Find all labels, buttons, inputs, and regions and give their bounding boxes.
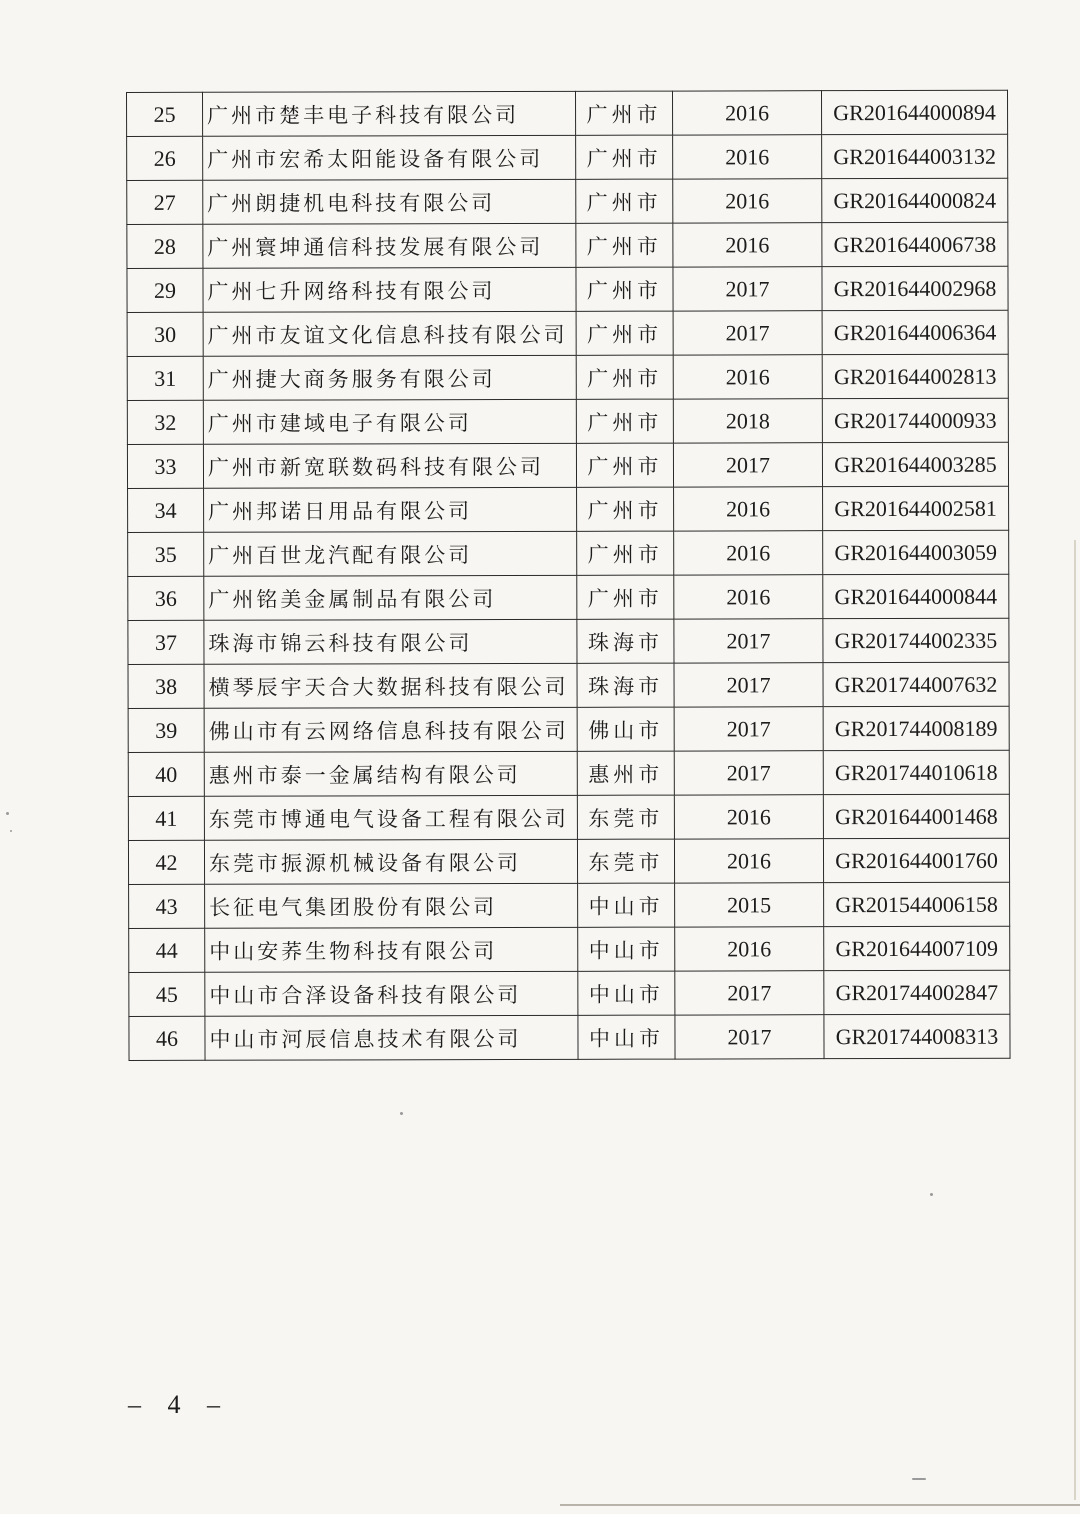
- company-name: 惠州市泰一金属结构有限公司: [208, 762, 521, 788]
- company-name: 广州市新宽联数码科技有限公司: [207, 454, 545, 480]
- city-name: 珠海市: [588, 674, 664, 699]
- certificate-number: GR201644000894: [833, 99, 996, 125]
- table-row: [128, 662, 1009, 708]
- company-name-cell: [203, 267, 576, 312]
- certificate-number: GR201744007632: [834, 671, 998, 697]
- city-name-cell: [576, 267, 673, 311]
- certificate-number-cell: [823, 486, 1009, 530]
- city-name: 广州市: [587, 454, 663, 479]
- row-index: 41: [155, 805, 178, 831]
- table-row: [129, 1014, 1010, 1060]
- row-index: 39: [155, 717, 178, 743]
- table-row: [127, 178, 1008, 224]
- city-name: 中山市: [588, 982, 664, 1007]
- company-name: 广州朗捷机电科技有限公司: [207, 190, 496, 216]
- certificate-number: GR201744008313: [835, 1023, 999, 1049]
- table-row: [127, 354, 1008, 400]
- city-name: 广州市: [587, 322, 663, 347]
- certificate-number: GR201644002968: [833, 275, 997, 301]
- company-name: 珠海市锦云科技有限公司: [208, 630, 473, 656]
- row-index: 35: [154, 541, 177, 567]
- table-row: [127, 442, 1008, 488]
- certificate-number: GR201744002847: [835, 979, 999, 1005]
- certificate-number-cell: [822, 442, 1008, 486]
- certification-year: 2017: [726, 759, 771, 785]
- company-name-cell: [203, 355, 576, 400]
- table-row: [127, 266, 1008, 312]
- certification-year: 2016: [726, 539, 771, 565]
- company-name: 长征电气集团股份有限公司: [209, 894, 498, 920]
- certification-year: 2016: [725, 363, 770, 389]
- certificate-number-cell: [823, 530, 1009, 574]
- city-name-cell: [578, 883, 675, 927]
- certification-year: 2016: [725, 99, 770, 125]
- certificate-number-cell: [821, 90, 1007, 134]
- scan-speck: [400, 1112, 403, 1115]
- company-name: 中山市河辰信息技术有限公司: [209, 1026, 522, 1052]
- certificate-number: GR201644006738: [833, 231, 997, 257]
- certificate-number-cell: [823, 574, 1009, 618]
- certificate-number: GR201644000844: [834, 583, 998, 609]
- company-name: 广州百世龙汽配有限公司: [208, 542, 473, 568]
- city-name-cell: [575, 91, 672, 135]
- row-index-cell: [127, 136, 203, 180]
- row-index-cell: [127, 180, 203, 224]
- table-row: [128, 794, 1009, 840]
- city-name-cell: [577, 707, 674, 751]
- certification-year: 2017: [726, 715, 771, 741]
- certificate-number: GR201644001468: [835, 803, 998, 829]
- city-name: 广州市: [586, 190, 662, 215]
- certificate-number: GR201644001760: [835, 847, 998, 873]
- company-name: 广州寰坤通信科技发展有限公司: [207, 234, 544, 260]
- certification-year-cell: [674, 531, 823, 575]
- certification-year-cell: [673, 267, 822, 311]
- company-name-cell: [204, 663, 577, 708]
- city-name: 广州市: [586, 234, 662, 259]
- company-name: 广州市友谊文化信息科技有限公司: [207, 322, 568, 348]
- certification-year-cell: [673, 135, 822, 179]
- table-row: [127, 90, 1008, 136]
- certification-year-cell: [674, 707, 823, 751]
- certificate-number: GR201744000933: [834, 407, 997, 433]
- city-name-cell: [577, 751, 674, 795]
- city-name: 广州市: [587, 366, 663, 391]
- certification-year-cell: [674, 663, 823, 707]
- certificate-number-cell: [823, 750, 1009, 794]
- city-name: 中山市: [588, 1026, 665, 1051]
- certification-year-cell: [673, 355, 822, 399]
- certificate-number-cell: [824, 970, 1010, 1014]
- row-index-cell: [128, 488, 204, 532]
- certification-year-cell: [673, 443, 822, 487]
- row-index: 42: [155, 849, 178, 875]
- certificate-number-cell: [822, 398, 1008, 442]
- table-row: [127, 310, 1008, 356]
- row-index-cell: [128, 576, 204, 620]
- certificate-number: GR201644003285: [834, 451, 997, 477]
- row-index: 25: [153, 101, 176, 127]
- row-index: 34: [154, 497, 177, 523]
- company-name: 广州市建域电子有限公司: [207, 410, 472, 436]
- company-name: 佛山市有云网络信息科技有限公司: [208, 718, 569, 744]
- row-index: 38: [155, 673, 178, 699]
- certification-year: 2016: [727, 935, 772, 961]
- certification-year: 2016: [726, 847, 772, 873]
- certification-year: 2016: [726, 803, 771, 829]
- city-name-cell: [577, 531, 674, 575]
- certificate-number-cell: [822, 310, 1008, 354]
- certificate-number-cell: [824, 1014, 1010, 1058]
- certificate-number-cell: [822, 266, 1008, 310]
- company-name-cell: [204, 619, 577, 664]
- table-row: [128, 530, 1009, 576]
- certification-year-cell: [675, 1015, 824, 1059]
- company-name-cell: [205, 1015, 578, 1060]
- certification-year-cell: [673, 311, 822, 355]
- row-index-cell: [129, 972, 205, 1016]
- city-name-cell: [576, 443, 673, 487]
- row-index: 37: [154, 629, 177, 655]
- certificate-number-cell: [823, 838, 1009, 882]
- table-row: [128, 486, 1009, 532]
- row-index: 30: [154, 321, 177, 347]
- row-index-cell: [129, 1016, 205, 1060]
- row-index-cell: [127, 356, 203, 400]
- company-name-cell: [203, 399, 576, 444]
- certification-year: 2018: [725, 407, 770, 433]
- certificate-number-cell: [822, 354, 1008, 398]
- company-name-cell: [203, 223, 576, 268]
- city-name-cell: [576, 311, 673, 355]
- city-name-cell: [576, 223, 673, 267]
- company-name-cell: [205, 883, 578, 928]
- city-name: 广州市: [587, 586, 663, 611]
- row-index-cell: [127, 444, 203, 488]
- company-name: 中山市合泽设备科技有限公司: [209, 982, 522, 1008]
- city-name-cell: [576, 399, 673, 443]
- row-index-cell: [129, 884, 205, 928]
- certification-year: 2016: [726, 495, 771, 521]
- certification-year-cell: [675, 927, 824, 971]
- certificate-number-cell: [824, 926, 1010, 970]
- city-name: 广州市: [587, 498, 663, 523]
- certificate-number: GR201644003059: [834, 539, 998, 565]
- scan-edge-bottom: [560, 1504, 1080, 1506]
- certification-year: 2017: [725, 319, 770, 345]
- city-name-cell: [577, 487, 674, 531]
- certification-year: 2016: [726, 583, 771, 609]
- company-name: 广州市宏希太阳能设备有限公司: [207, 146, 544, 172]
- city-name: 广州市: [586, 102, 662, 127]
- table-row: [127, 222, 1008, 268]
- company-name: 横琴辰宇天合大数据科技有限公司: [208, 674, 569, 700]
- certification-year: 2017: [725, 451, 771, 477]
- certificate-number: GR201644000824: [833, 187, 997, 213]
- row-index-cell: [127, 92, 203, 136]
- company-name-cell: [203, 135, 576, 180]
- certificate-number: GR201644003132: [833, 143, 996, 169]
- city-name-cell: [577, 795, 674, 839]
- company-name-cell: [204, 839, 577, 884]
- city-name-cell: [578, 1015, 675, 1059]
- certificate-number: GR201644006364: [833, 319, 997, 345]
- company-name-cell: [203, 91, 576, 136]
- certification-year: 2017: [726, 627, 771, 653]
- table-row: [128, 838, 1009, 884]
- row-index-cell: [128, 840, 204, 884]
- certification-year: 2016: [725, 143, 770, 169]
- table-row: [129, 926, 1010, 972]
- company-name: 东莞市振源机械设备有限公司: [208, 850, 522, 876]
- table-row: [128, 574, 1009, 620]
- city-name: 中山市: [588, 938, 664, 963]
- row-index-cell: [128, 796, 204, 840]
- row-index: 44: [155, 937, 178, 963]
- certificate-number-cell: [822, 222, 1008, 266]
- table-row: [128, 706, 1009, 752]
- table-body: [127, 90, 1011, 1060]
- row-index-cell: [128, 708, 204, 752]
- certificate-number-cell: [822, 178, 1008, 222]
- scan-speck: [10, 830, 12, 832]
- row-index-cell: [127, 400, 203, 444]
- certification-year: 2017: [726, 671, 771, 697]
- table-row: [129, 882, 1010, 928]
- company-name: 广州七升网络科技有限公司: [207, 278, 496, 304]
- city-name: 佛山市: [588, 718, 664, 743]
- city-name: 广州市: [586, 146, 662, 171]
- row-index-cell: [128, 664, 204, 708]
- city-name: 惠州市: [588, 762, 664, 787]
- certification-year-cell: [674, 795, 823, 839]
- certification-year: 2016: [725, 231, 770, 257]
- company-name-cell: [204, 531, 577, 576]
- row-index: 43: [155, 893, 178, 919]
- city-name: 广州市: [587, 542, 663, 567]
- certificate-number: GR201744008189: [834, 715, 998, 741]
- row-index: 33: [154, 453, 177, 479]
- city-name-cell: [577, 575, 674, 619]
- enterprise-list-table: [126, 90, 1011, 1061]
- scan-speck: [930, 1193, 933, 1196]
- certification-year: 2015: [727, 891, 772, 917]
- company-name-cell: [204, 751, 577, 796]
- city-name-cell: [577, 619, 674, 663]
- city-name: 中山市: [588, 894, 664, 919]
- company-name: 广州市楚丰电子科技有限公司: [207, 102, 520, 128]
- certification-year: 2017: [727, 1023, 772, 1049]
- scan-speck: [6, 812, 9, 815]
- row-index: 40: [155, 761, 178, 787]
- row-index: 26: [153, 145, 176, 171]
- certification-year: 2016: [725, 187, 770, 213]
- table-row: [128, 618, 1009, 664]
- row-index-cell: [127, 312, 203, 356]
- certificate-number-cell: [823, 706, 1009, 750]
- company-name-cell: [204, 795, 577, 840]
- company-name-cell: [203, 179, 576, 224]
- row-index-cell: [129, 928, 205, 972]
- certification-year-cell: [673, 399, 822, 443]
- row-index: 29: [153, 277, 177, 303]
- city-name-cell: [577, 663, 674, 707]
- company-name-cell: [204, 707, 577, 752]
- certification-year-cell: [674, 575, 823, 619]
- row-index-cell: [128, 620, 204, 664]
- certification-year-cell: [673, 223, 822, 267]
- company-name-cell: [204, 575, 577, 620]
- certificate-number: GR201544006158: [835, 891, 998, 917]
- certification-year: 2017: [727, 979, 772, 1005]
- company-name: 东莞市博通电气设备工程有限公司: [208, 806, 569, 832]
- scan-edge-right: [1074, 540, 1076, 1500]
- table-row: [129, 970, 1010, 1016]
- row-index: 31: [154, 365, 177, 391]
- city-name-cell: [578, 927, 675, 971]
- row-index: 46: [155, 1025, 179, 1051]
- table-row: [127, 398, 1008, 444]
- certification-year-cell: [674, 619, 823, 663]
- city-name-cell: [576, 179, 673, 223]
- company-name-cell: [203, 443, 576, 488]
- certificate-number-cell: [822, 134, 1008, 178]
- company-name: 广州铭美金属制品有限公司: [208, 586, 497, 612]
- certificate-number: GR201644002813: [833, 363, 997, 389]
- row-index: 45: [155, 981, 178, 1007]
- certification-year-cell: [674, 487, 823, 531]
- city-name-cell: [577, 839, 674, 883]
- certificate-number-cell: [823, 618, 1009, 662]
- row-index: 36: [154, 585, 177, 611]
- row-index-cell: [127, 268, 203, 312]
- page-number: – 4 –: [128, 1390, 230, 1419]
- city-name: 广州市: [586, 278, 663, 303]
- certification-year-cell: [673, 179, 822, 223]
- city-name-cell: [576, 135, 673, 179]
- city-name: 珠海市: [587, 630, 663, 655]
- company-name: 中山安荞生物科技有限公司: [209, 938, 498, 964]
- certification-year-cell: [674, 839, 823, 883]
- certification-year: 2017: [725, 275, 770, 301]
- city-name-cell: [578, 971, 675, 1015]
- certification-year-cell: [672, 91, 821, 135]
- row-index: 28: [153, 233, 176, 259]
- table-row: [128, 750, 1009, 796]
- certificate-number-cell: [824, 882, 1010, 926]
- row-index-cell: [128, 532, 204, 576]
- city-name: 东莞市: [588, 806, 664, 831]
- certificate-number: GR201644002581: [834, 495, 997, 521]
- certificate-number: GR201644007109: [835, 935, 999, 961]
- certification-year-cell: [675, 883, 824, 927]
- company-name-cell: [203, 311, 576, 356]
- certificate-number-cell: [823, 662, 1009, 706]
- company-name: 广州邦诺日用品有限公司: [208, 498, 473, 524]
- row-index-cell: [127, 224, 203, 268]
- table-row: [127, 134, 1008, 180]
- city-name-cell: [576, 355, 673, 399]
- company-name: 广州捷大商务服务有限公司: [207, 366, 496, 392]
- certification-year-cell: [675, 971, 824, 1015]
- scan-speck: [912, 1478, 926, 1480]
- company-name-cell: [205, 971, 578, 1016]
- row-index-cell: [128, 752, 204, 796]
- certificate-number: GR201744010618: [834, 759, 998, 785]
- city-name: 广州市: [587, 410, 663, 435]
- certificate-number: GR201744002335: [834, 627, 998, 653]
- certificate-number-cell: [823, 794, 1009, 838]
- row-index: 27: [153, 189, 176, 215]
- certification-year-cell: [674, 751, 823, 795]
- row-index: 32: [154, 409, 177, 435]
- city-name: 东莞市: [588, 850, 664, 875]
- company-name-cell: [205, 927, 578, 972]
- company-name-cell: [204, 487, 577, 532]
